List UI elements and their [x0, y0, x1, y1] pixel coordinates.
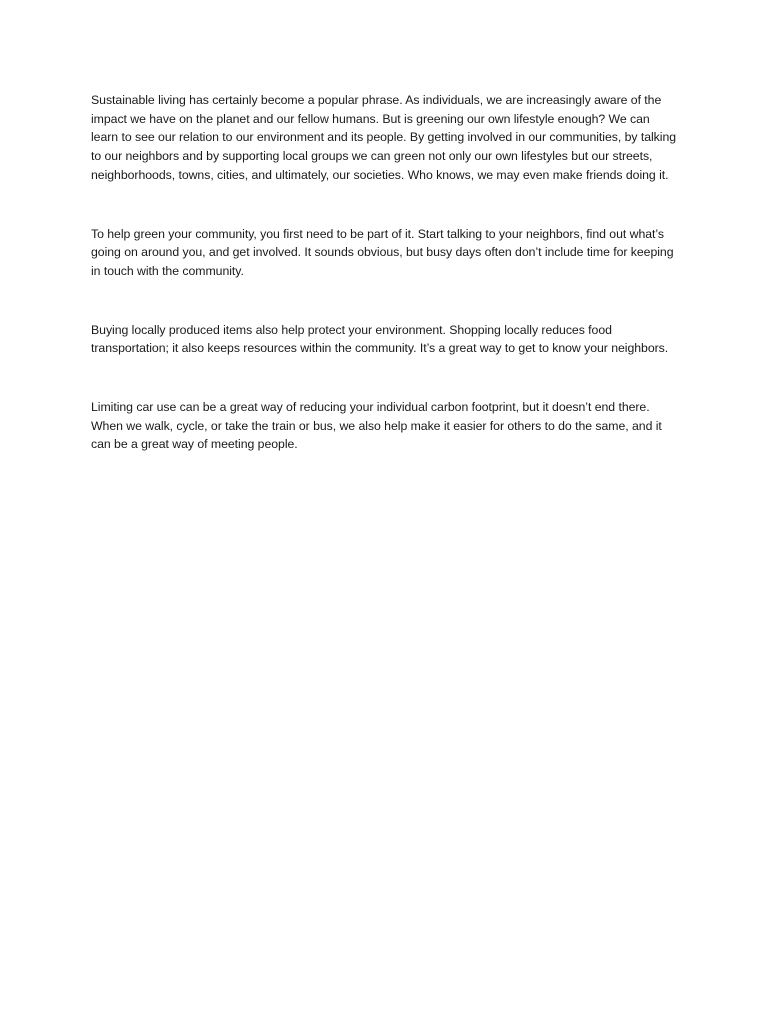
paragraph-green-community: To help green your community, you first need to be part of it. Start talking to your neighbors, find out what’s going on around you, and get involved. It sounds obvious, but busy days often don’t include time for keeping in touch with the community.: [91, 226, 674, 278]
paragraph-buying-locally: Buying locally produced items also help protect your environment. Shopping locally reduces food transportation; it also keeps resources within the community. It’s a great way to get to know your neighbors.: [91, 322, 669, 356]
paragraph-limiting-car-use: Limiting car use can be a great way of reducing your individual carbon footprint, but it doesn’t end there. When we walk, cycle, or take the train or bus, we also help make it easier for others to do the same, and it can be a great way of meeting people.: [91, 400, 662, 452]
paragraph-sustainable-living: Sustainable living has certainly become a popular phrase. As individuals, we are increasingly aware of the impact we have on the planet and our fellow humans. But is greening our own lifestyle enough? We can learn to see our relation to our environment and its people. By getting involved in our communities, by talking to our neighbors and by supporting local groups we can green not only our own lifestyles but our streets, neighborhoods, towns, cities, and ultimately, our societies. Who knows, we may even make friends doing it.: [91, 93, 677, 182]
document-body: [91, 91, 677, 454]
